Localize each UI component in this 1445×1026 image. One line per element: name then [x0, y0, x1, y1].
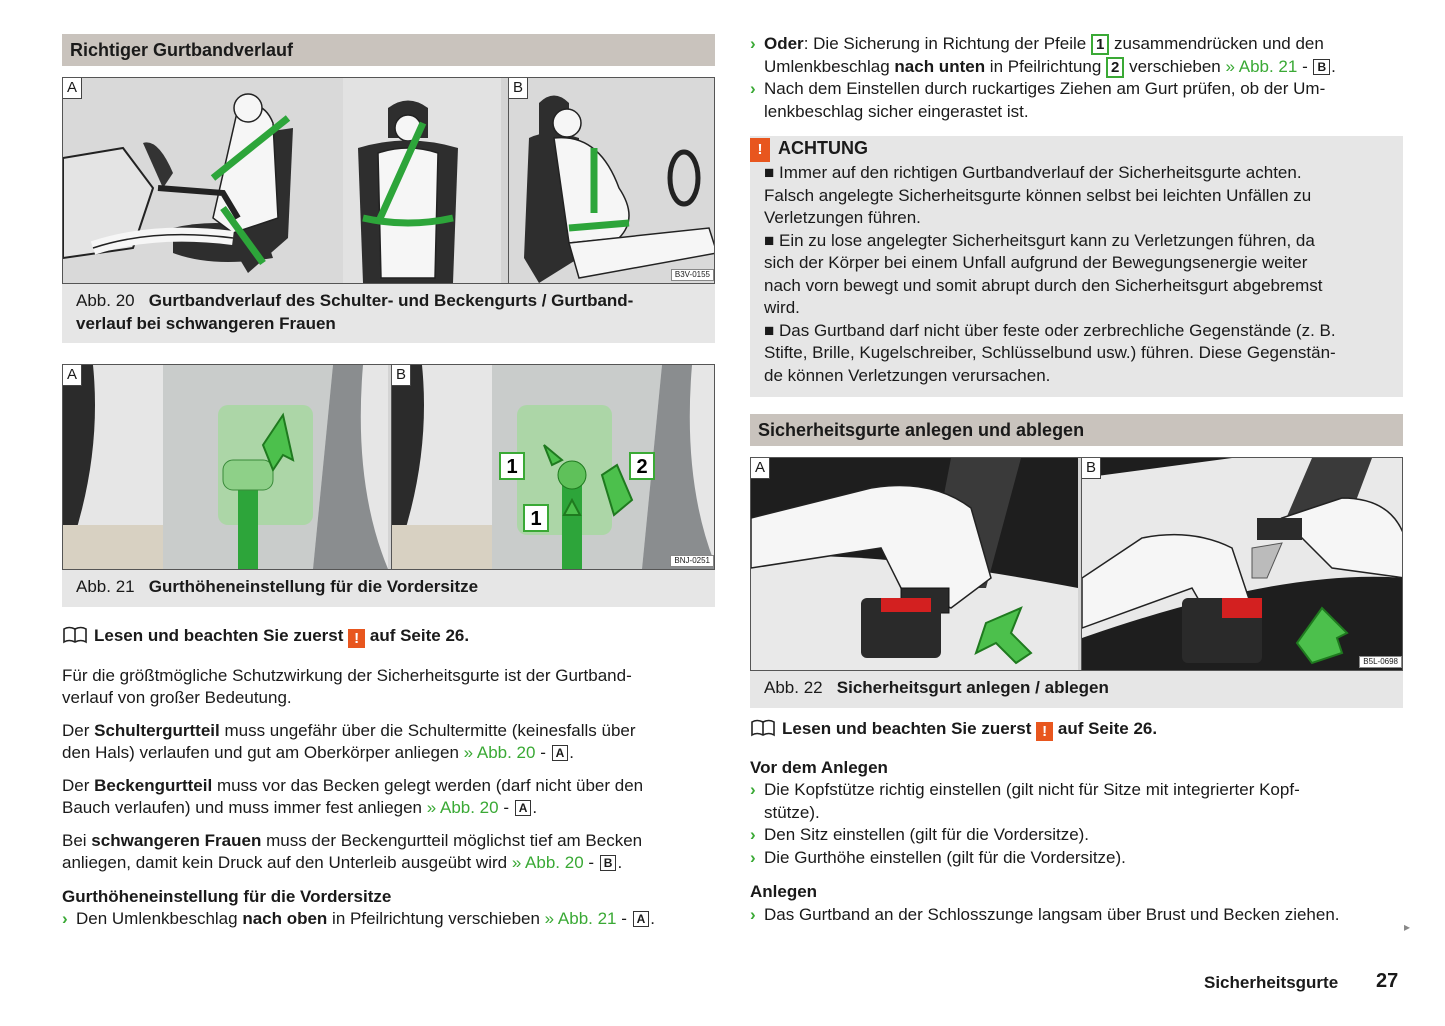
marker-1b: 1 [530, 508, 542, 530]
or-b1: Oder [764, 34, 804, 53]
p3-ref-link[interactable]: » Abb. 20 [426, 798, 499, 817]
figure-21-panel-a [63, 365, 388, 569]
or-a3: Umlenkbeschlag [764, 56, 895, 76]
or-n2: 2 [1106, 57, 1124, 78]
paragraph-intro-line2: verlauf von großer Bedeutung. [62, 688, 292, 707]
achtung-b3-l1: ■ Das Gurtband darf nicht über feste oder zerbrechliche Gegenstände (z. B. [764, 320, 1336, 340]
step1-box: A [633, 911, 650, 927]
step1-end: . [650, 909, 656, 928]
step1-dash: - [616, 909, 632, 928]
achtung-header [750, 136, 1403, 160]
figure-20-number: Abb. 20 [76, 291, 135, 310]
belt-release-illustration [1082, 458, 1403, 670]
heading-vor-dem-anlegen: Vor dem Anlegen [750, 757, 888, 777]
book-icon [750, 719, 776, 737]
figure-21-title: Gurthöheneinstellung für die Vordersitze [148, 577, 479, 596]
figure-21-image [62, 364, 715, 570]
p2-d: den Hals) verlaufen und gut am Oberkörper anliegen [62, 743, 464, 762]
driver-seated-illustration [63, 78, 501, 283]
footer-chapter-title: Sicherheitsgurte [1204, 973, 1339, 992]
paragraph-intro-line1: Für die größtmögliche Schutzwirkung der Sicherheitsgurte ist der Gurtband- [62, 665, 632, 685]
p2-b: Schultergurtteil [94, 720, 220, 740]
list-item [750, 779, 1403, 824]
page-number: 27 [1376, 970, 1399, 992]
chevron-icon: › [62, 909, 68, 928]
warning-icon: ! [348, 629, 365, 648]
figure-20-code: B3V-0155 [671, 269, 714, 281]
belt-height-down-illustration [392, 365, 715, 569]
figure-20-title-line2: verlauf bei schwangeren Frauen [76, 313, 336, 333]
p3-c: muss vor das Becken gelegt werden (darf nicht über den [212, 775, 644, 795]
figure-22-title: Sicherheitsgurt anlegen / ablegen [836, 678, 1109, 697]
p4-a: Bei [62, 830, 92, 850]
figure-20-tag-a: A [63, 78, 82, 99]
or-b2: nach unten [894, 56, 986, 76]
paragraph-schultergurt [62, 720, 715, 765]
step-pruefen [750, 78, 1403, 123]
achtung-b2-l4: wird. [764, 298, 800, 317]
figure-20-panel-a [63, 78, 501, 283]
achtung-b3-l3: de können Verletzungen verursachen. [764, 365, 1051, 385]
list-item [750, 824, 1403, 847]
or-end: . [1331, 56, 1336, 76]
list-item [750, 847, 1403, 870]
right-column [750, 0, 1403, 926]
or-a1: : Die Sicherung in Richtung der Pfeile [803, 34, 1091, 53]
belt-fasten-illustration [751, 458, 1078, 670]
figure-20-image [62, 77, 715, 284]
achtung-b2-l2: sich der Körper bei einem Unfall aufgrund der Bewegungsenergie weiter [764, 253, 1308, 272]
before-item-2-l1: Die Gurthöhe einstellen (gilt für die Vordersitze). [764, 847, 1126, 867]
read-first-left [62, 625, 715, 648]
warning-icon: ! [750, 138, 770, 162]
figure-20-caption [62, 284, 715, 343]
figure-21-code: BNJ-0251 [670, 555, 714, 567]
p4-end: . [617, 853, 623, 872]
marker-1: 1 [506, 456, 518, 478]
p2-dash: - [535, 743, 551, 762]
list-item [750, 904, 1403, 927]
achtung-b1-l1: ■ Immer auf den richtigen Gurtbandverlauf der Sicherheitsgurte achten. [764, 163, 1302, 182]
p3-a: Der [62, 775, 95, 795]
chevron-icon: › [750, 825, 756, 844]
paragraph-intro [62, 665, 715, 710]
warning-icon: ! [1036, 722, 1053, 741]
figure-20-tag-b: B [509, 78, 528, 99]
figure-22-caption [750, 671, 1403, 708]
achtung-b2-l3: nach vorn bewegt und somit abrupt durch den Sicherheitsgurt abgebremst [764, 275, 1323, 295]
figure-21-caption [62, 570, 715, 607]
step1-b: nach oben [242, 909, 328, 928]
achtung-title: ACHTUNG [778, 138, 868, 158]
check-l1: Nach dem Einstellen durch ruckartiges Ziehen am Gurt prüfen, ob der Um- [764, 79, 1326, 98]
p2-a: Der [62, 720, 95, 740]
achtung-b1-l2: Falsch angelegte Sicherheitsgurte können selbst bei leichten Unfällen zu [764, 185, 1312, 205]
p4-ref-link[interactable]: » Abb. 20 [511, 853, 584, 872]
left-column [62, 0, 715, 931]
figure-22-number: Abb. 22 [764, 678, 823, 697]
p3-d: Bauch verlaufen) und muss immer fest anliegen [62, 798, 427, 817]
heading-anlegen: Anlegen [750, 882, 818, 901]
belt-height-up-illustration [63, 365, 388, 569]
achtung-body [750, 160, 1403, 397]
pregnant-woman-illustration [509, 78, 715, 283]
p2-ref-link[interactable]: » Abb. 20 [463, 743, 536, 762]
section-title-anlegen: Sicherheitsgurte anlegen und ablegen [750, 414, 1403, 446]
p4-d: anliegen, damit kein Druck auf den Unterleib ausgeübt wird [62, 853, 512, 872]
figure-21-tag-b: B [392, 365, 411, 386]
read-first-left-link[interactable]: auf Seite 26. [369, 625, 470, 645]
achtung-b1-l3: Verletzungen führen. [764, 208, 921, 227]
p3-b: Beckengurtteil [94, 775, 213, 795]
before-item-0-l1: Die Kopfstütze richtig einstellen (gilt nicht für Sitze mit integrierter Kopf- [764, 780, 1300, 799]
or-dash: - [1297, 56, 1313, 76]
p3-end: . [532, 798, 538, 817]
p3-box: A [515, 800, 532, 816]
p4-c: muss der Beckengurtteil möglichst tief am Becken [261, 830, 643, 850]
step1-a: Den Umlenkbeschlag [76, 909, 243, 928]
read-first-right [750, 718, 1403, 741]
step1-c: in Pfeilrichtung verschieben [327, 909, 545, 928]
p4-box: B [600, 855, 617, 871]
or-box: B [1313, 59, 1330, 75]
chevron-icon: › [750, 904, 756, 924]
read-first-right-link[interactable]: auf Seite 26. [1057, 718, 1158, 738]
figure-22-tag-a: A [751, 458, 770, 479]
before-item-0-l2: stütze). [764, 802, 820, 822]
figure-22-image [750, 457, 1403, 671]
figure-21-number: Abb. 21 [76, 577, 135, 596]
p4-b: schwangeren Frauen [91, 830, 262, 850]
achtung-b2-l1: ■ Ein zu lose angelegter Sicherheitsgurt kann zu Verletzungen führen, da [764, 230, 1315, 250]
step-nach-oben [62, 908, 715, 931]
or-ref-link[interactable]: » Abb. 21 [1225, 56, 1298, 76]
p4-dash: - [583, 853, 599, 872]
figure-20-title-line1: Gurtbandverlauf des Schulter- und Beckengurts / Gurtband- [148, 291, 634, 310]
step-oder [750, 33, 1403, 78]
read-first-right-pre: Lesen und beachten Sie zuerst [782, 718, 1032, 738]
before-item-1-l1: Den Sitz einstellen (gilt für die Vordersitze). [764, 825, 1090, 844]
p2-c: muss ungefähr über die Schultermitte (keinesfalls über [219, 720, 636, 740]
figure-22-panel-b [1081, 458, 1403, 670]
p3-dash: - [498, 798, 514, 817]
subheading-gurthoehe: Gurthöheneinstellung für die Vordersitze [62, 886, 392, 906]
figure-22-panel-a [751, 458, 1078, 670]
or-a4: in Pfeilrichtung [985, 56, 1107, 76]
paragraph-beckengurt [62, 775, 715, 820]
figure-20-panel-b [508, 78, 715, 283]
step1-ref-link[interactable]: » Abb. 21 [544, 909, 617, 928]
read-first-left-pre: Lesen und beachten Sie zuerst [94, 625, 344, 645]
figure-22-tag-b: B [1082, 458, 1101, 479]
marker-2: 2 [636, 456, 648, 478]
next-page-arrow-icon: ▸ [1404, 920, 1411, 934]
check-l2: lenkbeschlag sicher eingerastet ist. [764, 101, 1029, 121]
figure-21-panel-b [391, 365, 715, 569]
achtung-b3-l2: Stifte, Brille, Kugelschreiber, Schlüsselbund usw.) führen. Diese Gegenstän- [764, 343, 1336, 362]
or-a2: zusammendrücken und den [1109, 34, 1324, 53]
p2-box: A [552, 745, 569, 761]
paragraph-schwanger [62, 830, 715, 875]
chevron-icon: › [750, 34, 756, 53]
figure-22-code: B5L-0698 [1359, 656, 1402, 668]
section-title-gurtbandverlauf: Richtiger Gurtbandverlauf [62, 34, 715, 66]
p2-end: . [569, 743, 574, 762]
achtung-box [750, 136, 1403, 397]
chevron-icon: › [750, 780, 756, 799]
or-n1: 1 [1091, 34, 1109, 55]
anlegen-item-text: Das Gurtband an der Schlosszunge langsam über Brust und Becken ziehen. [764, 904, 1340, 924]
chevron-icon: › [750, 79, 756, 98]
or-a5: verschieben [1124, 56, 1226, 76]
figure-21-tag-a: A [63, 365, 82, 386]
chevron-icon: › [750, 847, 756, 867]
book-icon [62, 626, 88, 644]
